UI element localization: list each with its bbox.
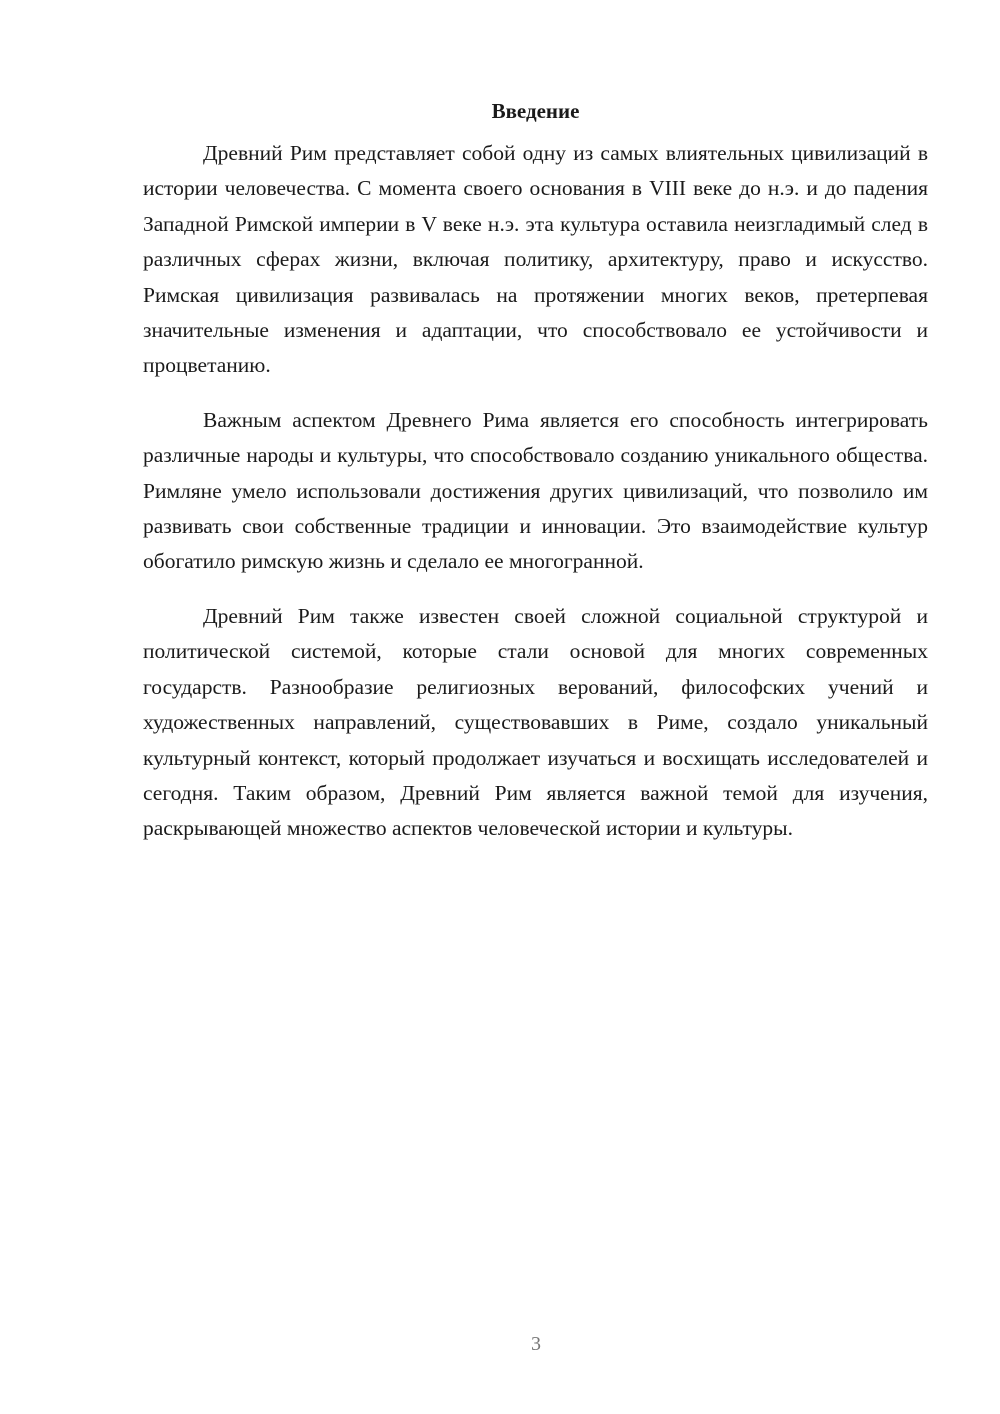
section-heading: Введение bbox=[491, 99, 580, 123]
page-number: 3 bbox=[531, 1333, 541, 1355]
page-content bbox=[143, 96, 928, 866]
paragraph-1: Древний Рим представляет собой одну из самых влиятельных цивилизаций в истории человечества. С момента своего основания в VIII веке до н.э. и до падения Западной Римской империи в V веке н.э. эта культура оставила неизгладимый след в различных сферах жизни, включая политику, архитектуру, право и искусство. Римская цивилизация развивалась на протяжении многих веков, претерпевая значительные изменения и адаптации, что способствовало ее устойчивости и процветанию. bbox=[143, 141, 928, 378]
paragraph-3: Древний Рим также известен своей сложной социальной структурой и политической системой, которые стали основой для многих современных государств. Разнообразие религиозных верований, философских учений и художественных направлений, существовавших в Риме, создало уникальный культурный контекст, который продолжает изучаться и восхищать исследователей и сегодня. Таким образом, Древний Рим является важной темой для изучения, раскрывающей множество аспектов человеческой истории и культуры. bbox=[143, 603, 928, 841]
paragraph-2: Важным аспектом Древнего Рима является его способность интегрировать различные народы и культуры, что способствовало созданию уникального общества. Римляне умело использовали достижения других цивилизаций, что позволило им развивать свои собственные традиции и инновации. Это взаимодействие культур обогатило римскую жизнь и сделало ее многогранной. bbox=[143, 407, 928, 574]
